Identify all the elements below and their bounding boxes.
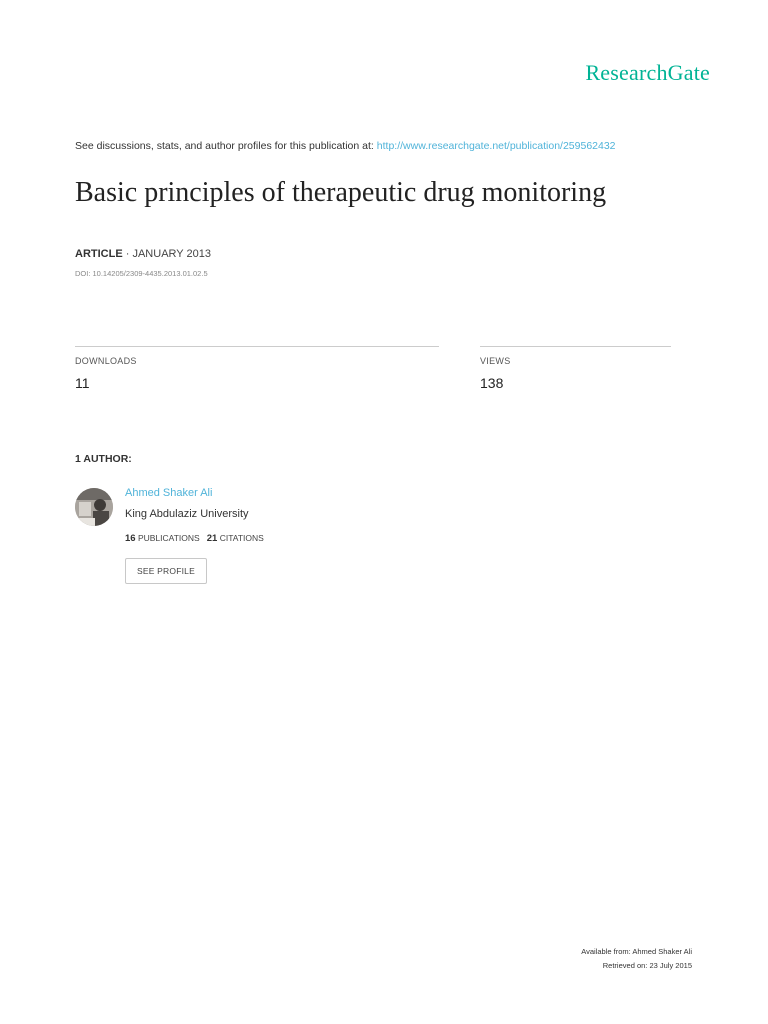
- researchgate-logo[interactable]: ResearchGate: [585, 60, 710, 85]
- article-doi: DOI: 10.14205/2309-4435.2013.01.02.5: [75, 269, 208, 278]
- citations-label: CITATIONS: [219, 533, 264, 543]
- author-name-link[interactable]: Ahmed Shaker Ali: [125, 487, 213, 499]
- views-divider: [480, 346, 671, 347]
- author-stats: [125, 533, 264, 544]
- footer-available: Available from: Ahmed Shaker Ali: [581, 947, 692, 956]
- footer-retrieved: Retrieved on: 23 July 2015: [602, 961, 692, 970]
- downloads-value: 11: [75, 375, 90, 391]
- downloads-label: DOWNLOADS: [75, 356, 137, 366]
- publications-count: 16: [125, 533, 136, 544]
- article-title: Basic principles of therapeutic drug monitoring: [75, 177, 607, 208]
- publication-link[interactable]: http://www.researchgate.net/publication/259562432: [376, 140, 616, 152]
- downloads-divider: [75, 346, 439, 347]
- discussion-prefix: See discussions, stats, and author profiles for this publication at:: [75, 140, 374, 152]
- article-type: ARTICLE: [75, 248, 123, 260]
- publications-label: PUBLICATIONS: [137, 533, 200, 543]
- views-label: VIEWS: [480, 356, 511, 366]
- article-date: JANUARY 2013: [132, 248, 211, 260]
- discussion-line: [75, 140, 616, 152]
- see-profile-button[interactable]: SEE PROFILE: [125, 558, 207, 584]
- article-meta: [75, 248, 211, 260]
- citations-count: 21: [206, 533, 218, 544]
- views-value: 138: [480, 375, 504, 391]
- author-institution: King Abdulaziz University: [125, 508, 249, 520]
- authors-heading: 1 AUTHOR:: [75, 453, 132, 465]
- avatar[interactable]: [75, 488, 113, 526]
- user-photo-icon: [75, 488, 113, 526]
- meta-separator: ·: [125, 248, 130, 260]
